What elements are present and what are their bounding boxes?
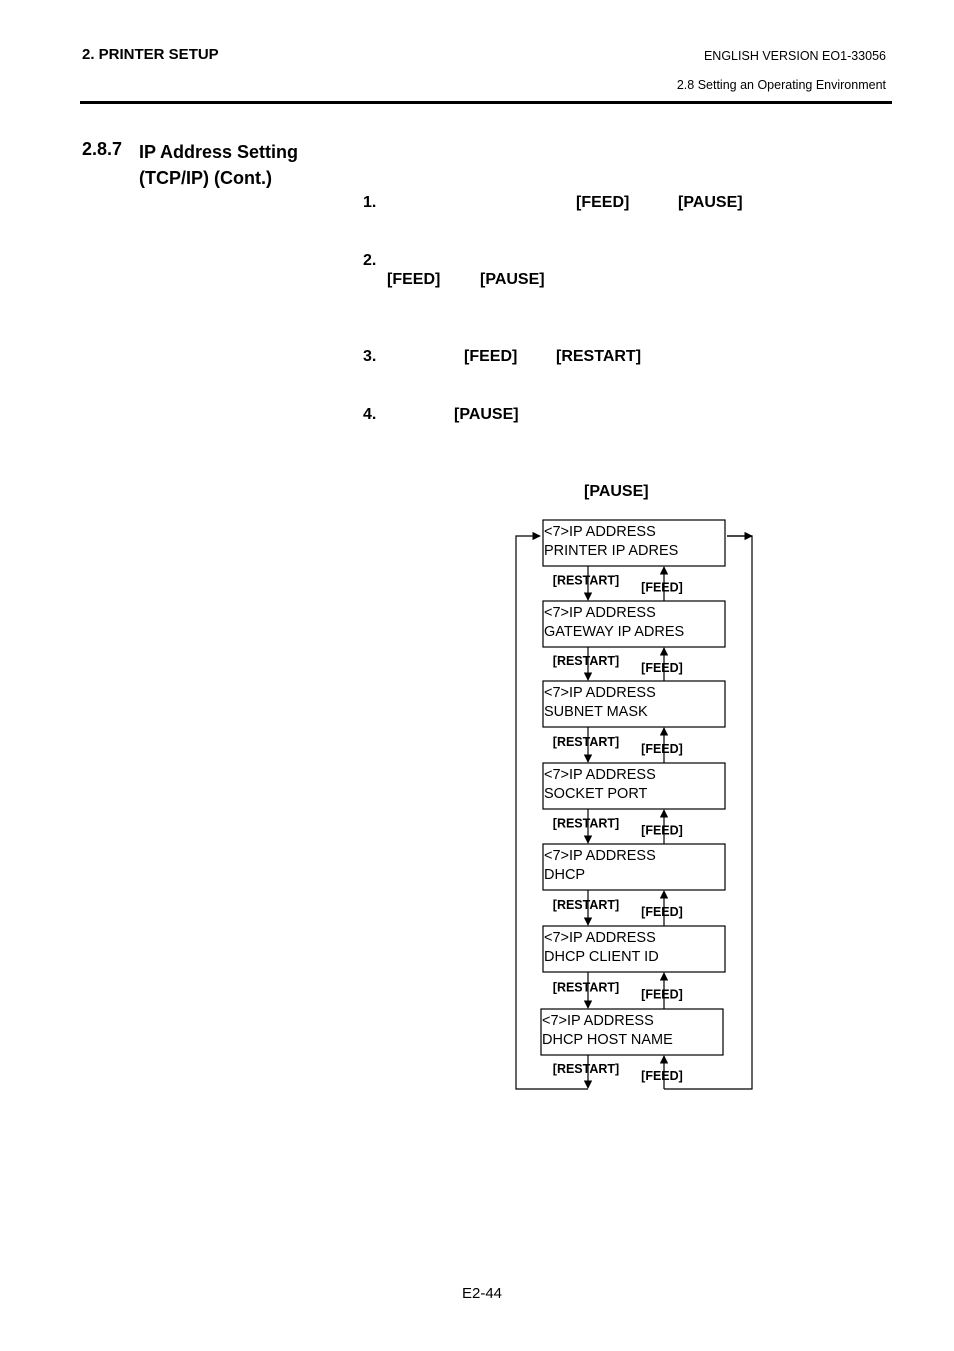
- menu-box-4-line1: <7>IP ADDRESS: [544, 767, 656, 783]
- menu-box-3-line2: SUBNET MASK: [544, 704, 648, 720]
- step-1-key-pause: [PAUSE]: [678, 194, 743, 211]
- flow-entry-key-pause: [PAUSE]: [584, 483, 649, 500]
- menu-box-5-line1: <7>IP ADDRESS: [544, 848, 656, 864]
- page-number: E2-44: [462, 1285, 503, 1302]
- menu-box-4-line2: SOCKET PORT: [544, 786, 648, 802]
- feed-label-1: [FEED]: [641, 580, 683, 595]
- section-reference: 2.8 Setting an Operating Environment: [676, 78, 886, 92]
- step-1-key-feed: [FEED]: [576, 194, 630, 211]
- menu-box-6-line1: <7>IP ADDRESS: [544, 930, 656, 946]
- step-2-number: 2.: [363, 252, 377, 269]
- menu-box-1-line2: PRINTER IP ADRES: [544, 543, 679, 559]
- restart-label-1: [RESTART]: [552, 573, 620, 588]
- menu-box-5-line2: DHCP: [544, 867, 586, 883]
- menu-box-3-line1: <7>IP ADDRESS: [544, 685, 656, 701]
- step-3-number: 3.: [363, 348, 377, 365]
- step-1-number: 1.: [363, 194, 377, 211]
- feed-label-2: [FEED]: [641, 661, 683, 675]
- step-2-key-pause: [PAUSE]: [480, 271, 545, 288]
- feed-label-3: [FEED]: [641, 742, 683, 756]
- menu-box-1-line1: <7>IP ADDRESS: [544, 524, 656, 540]
- menu-box-7-line1: <7>IP ADDRESS: [542, 1013, 654, 1029]
- step-4-key-pause: [PAUSE]: [454, 406, 519, 423]
- restart-label-6: [RESTART]: [552, 980, 620, 995]
- restart-label-3: [RESTART]: [552, 735, 620, 749]
- step-2-key-feed: [FEED]: [387, 271, 441, 288]
- step-3-key-restart: [RESTART]: [556, 348, 642, 365]
- menu-box-7-line2: DHCP HOST NAME: [542, 1032, 673, 1048]
- feed-label-7: [FEED]: [641, 1069, 683, 1083]
- chapter-title: 2. PRINTER SETUP: [82, 46, 219, 63]
- step-3-key-feed: [FEED]: [464, 348, 518, 365]
- feed-label-4: [FEED]: [641, 823, 683, 838]
- restart-label-2: [RESTART]: [552, 654, 620, 668]
- restart-label-4: [RESTART]: [552, 816, 620, 831]
- section-title-line2: (TCP/IP) (Cont.): [139, 168, 272, 188]
- restart-label-7: [RESTART]: [552, 1062, 620, 1076]
- restart-label-5: [RESTART]: [552, 898, 620, 912]
- menu-box-2-line1: <7>IP ADDRESS: [544, 605, 656, 621]
- version-label: ENGLISH VERSION EO1-33056: [703, 49, 886, 63]
- feed-label-6: [FEED]: [641, 987, 683, 1002]
- menu-box-6-line2: DHCP CLIENT ID: [544, 949, 659, 965]
- menu-box-2-line2: GATEWAY IP ADRES: [544, 624, 685, 640]
- feed-label-5: [FEED]: [641, 905, 683, 919]
- step-4-number: 4.: [363, 406, 377, 423]
- section-title-line1: IP Address Setting: [139, 142, 299, 162]
- section-number: 2.8.7: [82, 139, 123, 159]
